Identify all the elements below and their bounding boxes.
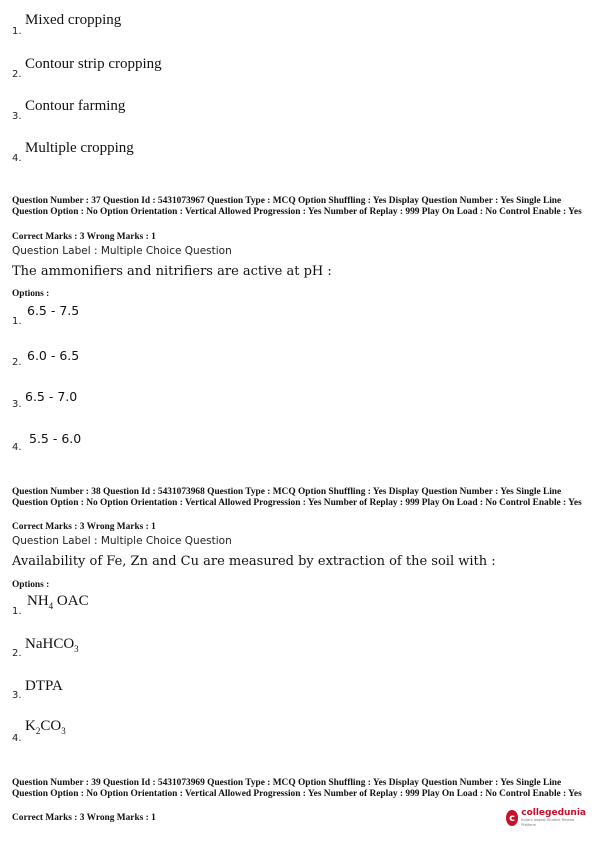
logo-wordmark — [521, 808, 586, 828]
options-label: Options : — [12, 580, 50, 590]
option-text: Contour strip cropping — [25, 56, 162, 72]
option-text: NaHCO$_3$ — [25, 636, 79, 654]
collegedunia-logo — [506, 806, 586, 830]
option-number: 4. — [12, 442, 22, 453]
option-number: 1. — [12, 606, 22, 617]
option-text: $K_2CO_3$ — [25, 718, 66, 736]
option-number: 3. — [12, 399, 22, 410]
question-meta: Question Number : 37 Question Id : 5431073967 Question Type : MCQ Option Shuffling : Yes Display Question Number : Yes Single Line Question Option : No Option Orientation : Vertical Allowed Progression : Yes Number of Replay : 999 Play On Load : No Control Enable : Yes — [12, 196, 582, 217]
option-number: 2. — [12, 648, 22, 659]
option-text: Multiple cropping — [25, 140, 134, 156]
option-text: 6.5 - 7.0 — [25, 389, 78, 404]
question-text: Availability of Fe, Zn and Cu are measured by extraction of the soil with : — [12, 554, 496, 569]
options-label: Options : — [12, 289, 50, 299]
option-number: 3. — [12, 690, 22, 701]
logo-name: collegedunia — [521, 808, 586, 818]
question-meta: Question Number : 39 Question Id : 5431073969 Question Type : MCQ Option Shuffling : Yes Display Question Number : Yes Single Line Question Option : No Option Orientation : Vertical Allowed Progression : Yes Number of Replay : 999 Play On Load : No Control Enable : Yes — [12, 778, 582, 799]
question-meta: Question Number : 38 Question Id : 5431073968 Question Type : MCQ Option Shuffling : Yes Display Question Number : Yes Single Line Question Option : No Option Orientation : Vertical Allowed Progression : Yes Number of Replay : 999 Play On Load : No Control Enable : Yes — [12, 487, 582, 508]
option-text: 6.5 - 7.5 — [27, 303, 80, 318]
option-number: 4. — [12, 733, 22, 744]
question-label: Question Label : Multiple Choice Question — [12, 245, 232, 257]
question-label: Question Label : Multiple Choice Question — [12, 535, 232, 547]
option-number: 4. — [12, 153, 22, 164]
option-text: Mixed cropping — [25, 12, 122, 28]
option-text: 6.0 - 6.5 — [27, 348, 80, 363]
question-marks: Correct Marks : 3 Wrong Marks : 1 — [12, 813, 156, 823]
logo-mark-icon: c — [506, 810, 518, 826]
option-number: 1. — [12, 26, 22, 37]
option-text: 5.5 - 6.0 — [29, 431, 82, 446]
option-number: 3. — [12, 111, 22, 122]
option-text: Contour farming — [25, 98, 126, 114]
logo-tagline: India's largest Student Review Platform — [521, 818, 575, 827]
question-marks: Correct Marks : 3 Wrong Marks : 1 — [12, 522, 156, 532]
question-text: The ammonifiers and nitrifiers are active at pH : — [12, 264, 332, 279]
option-text: $NH_4$ OAC — [27, 593, 89, 611]
question-marks: Correct Marks : 3 Wrong Marks : 1 — [12, 232, 156, 242]
option-number: 2. — [12, 69, 22, 80]
option-number: 2. — [12, 357, 22, 368]
option-text: DTPA — [25, 678, 63, 694]
option-number: 1. — [12, 316, 22, 327]
